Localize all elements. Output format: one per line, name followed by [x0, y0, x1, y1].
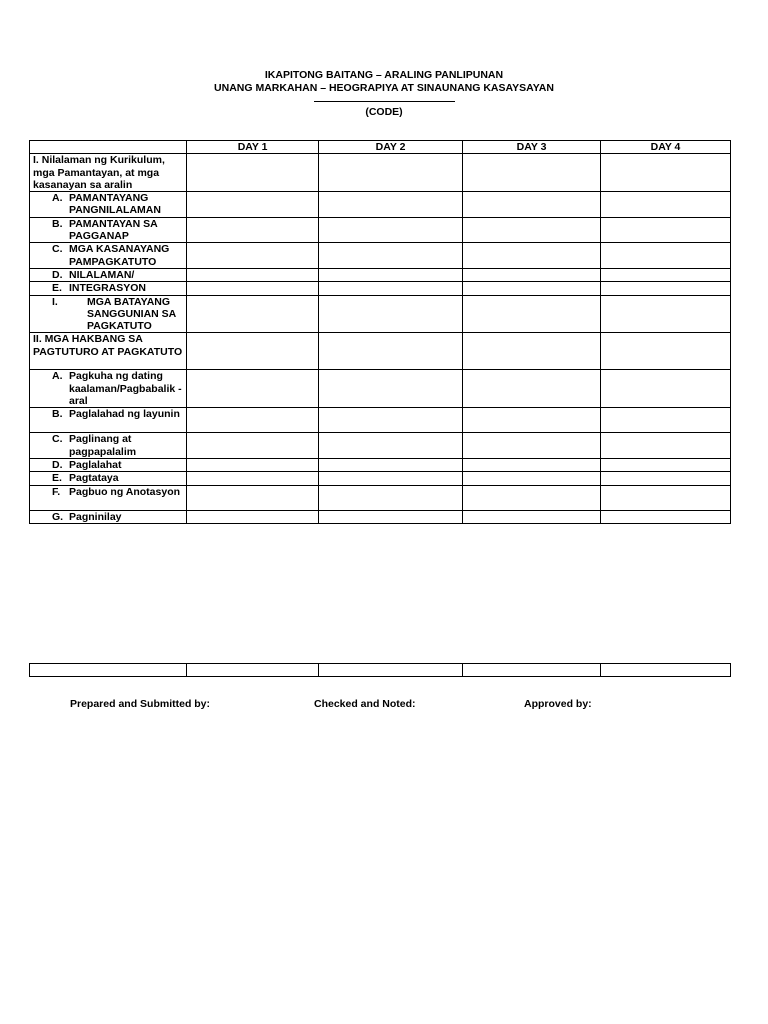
table-cell[interactable] — [187, 664, 319, 677]
table-cell[interactable] — [463, 333, 601, 370]
table-cell[interactable] — [463, 268, 601, 281]
table-row — [30, 295, 731, 333]
table-cell[interactable] — [187, 433, 319, 459]
checked-by-label: Checked and Noted: — [314, 698, 416, 710]
table-cell[interactable] — [187, 408, 319, 433]
table-cell[interactable] — [187, 485, 319, 510]
table-cell[interactable] — [463, 433, 601, 459]
table-cell[interactable] — [319, 154, 463, 192]
table-cell[interactable] — [463, 370, 601, 408]
table-row — [30, 472, 731, 485]
table-cell[interactable] — [463, 295, 601, 333]
row-label-pagbuo-ng-anotasyon: F. Pagbuo ng Anotasyon — [30, 485, 187, 510]
row-label-pagninilay: G. Pagninilay — [30, 510, 187, 523]
lesson-plan-table — [29, 140, 731, 524]
table-row — [30, 510, 731, 523]
table-row — [30, 154, 731, 192]
table-cell[interactable] — [187, 192, 319, 218]
table-cell[interactable] — [319, 433, 463, 459]
column-header-day1: DAY 1 — [187, 141, 319, 154]
table-cell[interactable] — [601, 282, 731, 295]
blank-table-row — [29, 663, 731, 677]
header-subtitle: UNANG MARKAHAN – HEOGRAPIYA AT SINAUNANG KASAYSAYAN — [214, 81, 554, 94]
table-row — [30, 268, 731, 281]
table-row — [30, 333, 731, 370]
table-cell[interactable] — [30, 664, 187, 677]
table-cell[interactable] — [187, 458, 319, 471]
table-row — [30, 370, 731, 408]
row-label-mga-kasanayang: C. MGA KASANAYANG PAMPAGKATUTO — [30, 243, 187, 269]
table-cell[interactable] — [187, 295, 319, 333]
table-cell[interactable] — [601, 370, 731, 408]
table-cell[interactable] — [187, 370, 319, 408]
table-cell[interactable] — [187, 243, 319, 269]
table-cell[interactable] — [601, 458, 731, 471]
column-header-day4: DAY 4 — [601, 141, 731, 154]
row-label-integrasyon: E. INTEGRASYON — [30, 282, 187, 295]
table-row — [30, 282, 731, 295]
row-label-pamantayang-pangnilalaman: A. PAMANTAYANG PANGNILALAMAN — [30, 192, 187, 218]
column-header-blank — [30, 141, 187, 154]
table-cell[interactable] — [187, 510, 319, 523]
table-cell[interactable] — [319, 472, 463, 485]
column-header-day3: DAY 3 — [463, 141, 601, 154]
table-cell[interactable] — [319, 370, 463, 408]
header-code: (CODE) — [365, 106, 403, 118]
table-cell[interactable] — [601, 154, 731, 192]
table-cell[interactable] — [601, 295, 731, 333]
table-cell[interactable] — [319, 243, 463, 269]
table-cell[interactable] — [463, 192, 601, 218]
approved-by-label: Approved by: — [524, 698, 592, 710]
table-row — [30, 192, 731, 218]
table-cell[interactable] — [463, 282, 601, 295]
table-cell[interactable] — [319, 217, 463, 243]
code-blank-line — [0, 94, 768, 106]
table-cell[interactable] — [601, 192, 731, 218]
table-cell[interactable] — [601, 510, 731, 523]
table-cell[interactable] — [601, 217, 731, 243]
row-label-pamantayan-sa-pagganap: B. PAMANTAYAN SA PAGGANAP — [30, 217, 187, 243]
table-cell[interactable] — [601, 408, 731, 433]
table-cell[interactable] — [187, 282, 319, 295]
table-row — [30, 243, 731, 269]
table-cell[interactable] — [601, 664, 731, 677]
prepared-by-label: Prepared and Submitted by: — [70, 698, 211, 710]
row-label-pagkuha-ng-dating: A. Pagkuha ng dating kaalaman/Pagbabalik -aral — [30, 370, 187, 408]
table-cell[interactable] — [319, 408, 463, 433]
table-row — [30, 217, 731, 243]
table-cell[interactable] — [601, 333, 731, 370]
table-cell[interactable] — [319, 268, 463, 281]
row-label-mga-hakbang: II. MGA HAKBANG SA PAGTUTURO AT PAGKATUTO — [30, 333, 187, 370]
table-cell[interactable] — [463, 154, 601, 192]
column-header-day2: DAY 2 — [319, 141, 463, 154]
table-cell[interactable] — [463, 243, 601, 269]
table-cell[interactable] — [187, 268, 319, 281]
row-label-nilalaman-d: D. NILALAMAN/ — [30, 268, 187, 281]
table-cell[interactable] — [463, 664, 601, 677]
table-cell[interactable] — [319, 192, 463, 218]
table-cell[interactable] — [463, 472, 601, 485]
table-cell[interactable] — [319, 295, 463, 333]
row-label-paglinang: C. Paglinang at pagpapalalim — [30, 433, 187, 459]
row-label-nilalaman: I. Nilalaman ng Kurikulum, mga Pamantayan, at mga kasanayan sa aralin — [30, 154, 187, 192]
table-row — [30, 664, 731, 677]
row-label-paglalahad: B. Paglalahad ng layunin — [30, 408, 187, 433]
table-cell[interactable] — [319, 333, 463, 370]
table-cell[interactable] — [463, 510, 601, 523]
header-title: IKAPITONG BAITANG – ARALING PANLIPUNAN — [264, 69, 504, 81]
table-cell[interactable] — [601, 243, 731, 269]
table-cell[interactable] — [601, 485, 731, 510]
row-label-mga-batayang-sanggunian: I. MGA BATAYANG SANGGUNIAN SA PAGKATUTO — [30, 295, 187, 333]
table-row — [30, 485, 731, 510]
table-cell[interactable] — [319, 664, 463, 677]
table-cell[interactable] — [463, 217, 601, 243]
row-label-pagtataya: E. Pagtataya — [30, 472, 187, 485]
table-cell[interactable] — [319, 458, 463, 471]
table-cell[interactable] — [187, 472, 319, 485]
table-cell[interactable] — [319, 510, 463, 523]
table-cell[interactable] — [601, 472, 731, 485]
row-label-paglalahat: D. Paglalahat — [30, 458, 187, 471]
table-row — [30, 458, 731, 471]
table-cell[interactable] — [187, 154, 319, 192]
table-header-row — [30, 141, 731, 154]
table-cell[interactable] — [319, 485, 463, 510]
table-row — [30, 408, 731, 433]
table-cell[interactable] — [463, 485, 601, 510]
table-cell[interactable] — [319, 282, 463, 295]
table-cell[interactable] — [601, 433, 731, 459]
table-cell[interactable] — [187, 217, 319, 243]
table-cell[interactable] — [601, 268, 731, 281]
table-cell[interactable] — [187, 333, 319, 370]
table-cell[interactable] — [463, 458, 601, 471]
table-row — [30, 433, 731, 459]
table-cell[interactable] — [463, 408, 601, 433]
document-header — [0, 69, 768, 119]
